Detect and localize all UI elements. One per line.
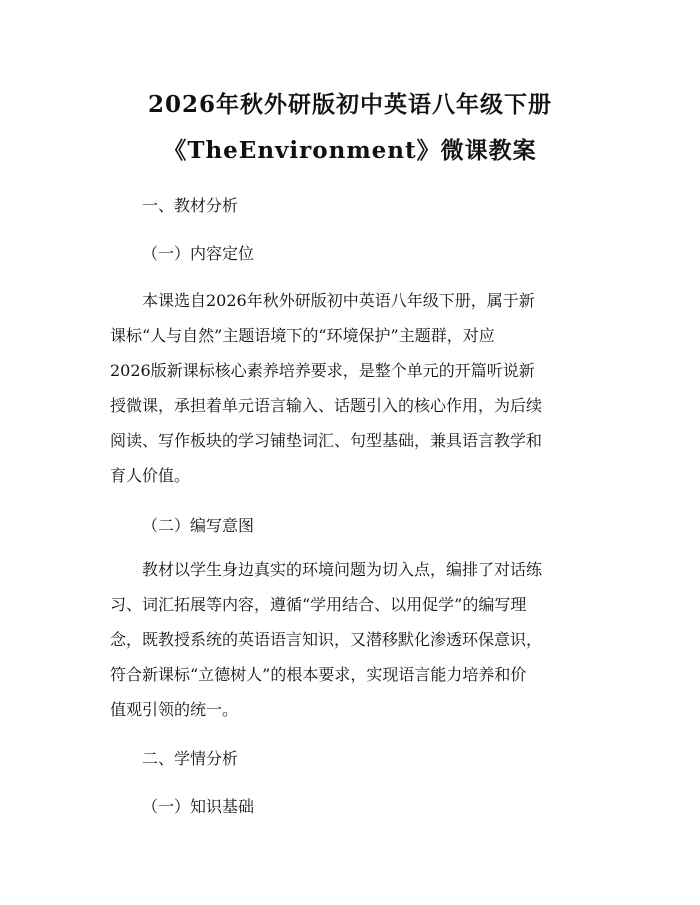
subsection-heading-writing-intent: （二）编写意图 (142, 516, 255, 535)
paragraph-line: 本课选自2026年秋外研版初中英语八年级下册，属于新 (142, 291, 535, 310)
paragraph-line: 2026版新课标核心素养培养要求，是整个单元的开篇听说新 (110, 361, 535, 380)
document-title-line-2: 《TheEnvironment》微课教案 (163, 137, 537, 164)
section-heading-textbook-analysis: 一、教材分析 (142, 196, 239, 215)
paragraph-line: 育人价值。 (110, 466, 191, 485)
document-title-line-1: 2026年秋外研版初中英语八年级下册 (147, 91, 552, 118)
paragraph-content-positioning (110, 283, 598, 493)
paragraph-line: 课标“人与自然”主题语境下的“环境保护”主题群，对应 (110, 326, 495, 345)
paragraph-line: 教材以学生身边真实的环境问题为切入点，编排了对话练 (142, 560, 543, 579)
subsection-heading-knowledge-base: （一）知识基础 (142, 797, 255, 816)
section-heading-student-analysis: 二、学情分析 (142, 749, 239, 768)
paragraph-line: 念，既教授系统的英语语言知识，又潜移默化渗透环保意识， (110, 630, 543, 649)
paragraph-line: 符合新课标“立德树人”的根本要求，实现语言能力培养和价 (110, 665, 527, 684)
paragraph-line: 习、词汇拓展等内容，遵循“学用结合、以用促学”的编写理 (110, 595, 527, 614)
subsection-heading-content-positioning: （一）内容定位 (142, 244, 255, 263)
paragraph-writing-intent (110, 552, 598, 727)
paragraph-line: 授微课，承担着单元语言输入、话题引入的核心作用，为后续 (110, 396, 543, 415)
paragraph-line: 阅读、写作板块的学习铺垫词汇、句型基础，兼具语言教学和 (110, 431, 543, 450)
paragraph-line: 值观引领的统一。 (110, 700, 239, 719)
